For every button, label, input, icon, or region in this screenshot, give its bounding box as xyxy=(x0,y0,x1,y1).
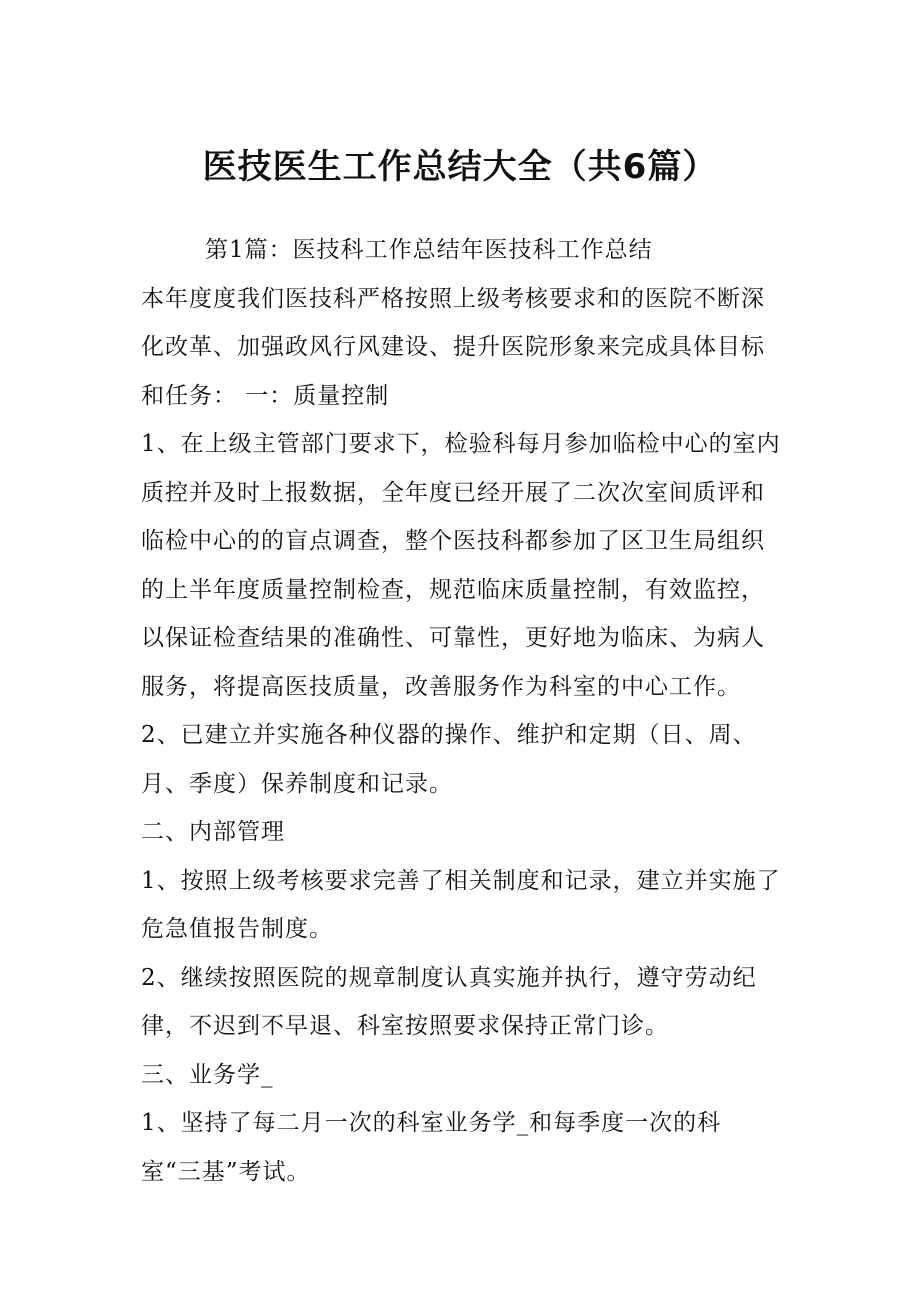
document-body xyxy=(141,226,781,1196)
paragraph-internal-2: 2、继续按照医院的规章制度认真实施并执行，遵守劳动纪律，不迟到不早退、科室按照要求保持正常门诊。 xyxy=(141,964,757,1039)
paragraph-quality-2: 2、已建立并实施各种仪器的操作、维护和定期（日、周、月、季度）保养制度和记录。 xyxy=(141,722,757,797)
document-title: 医技医生工作总结大全（共6篇） xyxy=(202,147,718,187)
paragraph-intro: 本年度度我们医技科严格按照上级考核要求和的医院不断深化改革、加强政风行风建设、提升医院形象来完成具体目标和任务： 一：质量控制 xyxy=(141,285,765,409)
paragraph-study-1: 1、坚持了每二月一次的科室业务学_和每季度一次的科室“三基”考试。 xyxy=(141,1110,722,1185)
chapter-heading: 第1篇：医技科工作总结年医技科工作总结 xyxy=(205,237,653,263)
section-heading-internal: 二、内部管理 xyxy=(141,819,285,845)
section-heading-study: 三、业务学_ xyxy=(141,1061,274,1088)
paragraph-internal-1: 1、按照上级考核要求完善了相关制度和记录，建立并实施了危急值报告制度。 xyxy=(141,867,781,942)
paragraph-quality-1: 1、在上级主管部门要求下，检验科每月参加临检中心的室内质控并及时上报数据，全年度已经开展了二次次室间质评和临检中心的的盲点调查，整个医技科都参加了区卫生局组织的上半年度质量控制检查，规范临床质量控制，有效监控，以保证检查结果的准确性、可靠性，更好地为临床、为病人服务，将提高医技质量，改善服务作为科室的中心工作。 xyxy=(141,431,781,700)
